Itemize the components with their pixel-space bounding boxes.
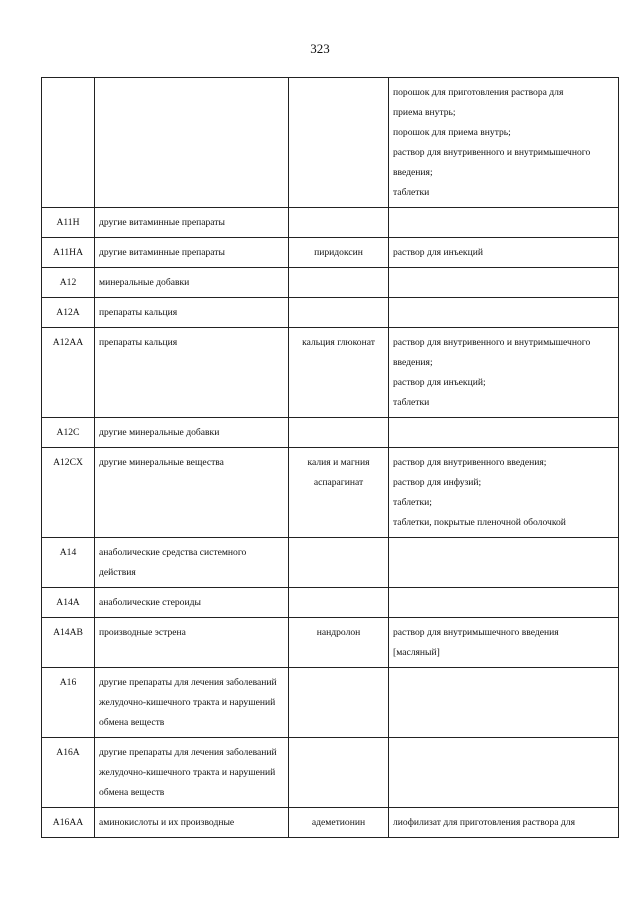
atc-code-cell: A12AA [42, 328, 95, 418]
dosage-forms-cell [389, 328, 619, 418]
dosage-forms-cell [389, 538, 619, 588]
group-name-cell: препараты кальция [95, 328, 289, 418]
drug-name-cell: калия и магния аспарагинат [289, 448, 389, 538]
dosage-forms-cell [389, 808, 619, 838]
atc-code-cell [42, 78, 95, 208]
drug-name-cell [289, 668, 389, 738]
table-row [42, 588, 619, 618]
atc-code-cell: A16A [42, 738, 95, 808]
drug-name-cell [289, 78, 389, 208]
dosage-forms-cell [389, 298, 619, 328]
atc-code-cell: A11H [42, 208, 95, 238]
dosage-forms-cell [389, 208, 619, 238]
drug-name-cell [289, 298, 389, 328]
drug-name-cell: кальция глюконат [289, 328, 389, 418]
dosage-form-line: раствор для инъекций; [393, 377, 486, 388]
dosage-forms-cell [389, 618, 619, 668]
dosage-forms-cell [389, 418, 619, 448]
table-row [42, 538, 619, 588]
atc-code-cell: A12A [42, 298, 95, 328]
drug-name-cell [289, 588, 389, 618]
drug-name-cell [289, 268, 389, 298]
dosage-form-line: введения; [393, 357, 433, 368]
drug-name-cell [289, 738, 389, 808]
atc-code-cell: A12C [42, 418, 95, 448]
dosage-form-line: [масляный] [393, 647, 440, 658]
atc-code-cell: A11HA [42, 238, 95, 268]
dosage-form-line: приема внутрь; [393, 107, 456, 118]
dosage-forms-cell [389, 448, 619, 538]
table-row [42, 618, 619, 668]
group-name-cell: другие минеральные добавки [95, 418, 289, 448]
drug-name-cell [289, 418, 389, 448]
table-row [42, 298, 619, 328]
table-row [42, 78, 619, 208]
dosage-forms-cell [389, 738, 619, 808]
dosage-form-line: порошок для приема внутрь; [393, 127, 511, 138]
dosage-forms-cell [389, 668, 619, 738]
table-row [42, 808, 619, 838]
atc-code-cell: A14 [42, 538, 95, 588]
group-name-cell: анаболические средства системного действия [95, 538, 289, 588]
group-name-cell: минеральные добавки [95, 268, 289, 298]
group-name-cell: другие препараты для лечения заболеваний желудочно-кишечного тракта и нарушений обмена веществ [95, 668, 289, 738]
dosage-form-line: раствор для внутривенного и внутримышечного [393, 337, 591, 348]
table-row [42, 668, 619, 738]
dosage-form-line: раствор для внутривенного введения; [393, 457, 547, 468]
page-number: 323 [310, 41, 330, 56]
table-row [42, 238, 619, 268]
group-name-cell: препараты кальция [95, 298, 289, 328]
drug-name-cell: нандролон [289, 618, 389, 668]
dosage-form-line: введения; [393, 167, 433, 178]
group-name-cell: другие препараты для лечения заболеваний желудочно-кишечного тракта и нарушений обмена веществ [95, 738, 289, 808]
drug-name-cell [289, 208, 389, 238]
group-name-cell [95, 78, 289, 208]
table-row [42, 738, 619, 808]
dosage-form-line: таблетки, покрытые пленочной оболочкой [393, 517, 566, 528]
dosage-forms-cell [389, 268, 619, 298]
atc-code-cell: A14AB [42, 618, 95, 668]
drug-name-cell: пиридоксин [289, 238, 389, 268]
atc-code-cell: A12 [42, 268, 95, 298]
dosage-form-line: порошок для приготовления раствора для [393, 87, 564, 98]
drug-name-cell [289, 538, 389, 588]
table-row [42, 208, 619, 238]
atc-code-cell: A12CX [42, 448, 95, 538]
drug-table-body [42, 78, 619, 838]
dosage-forms-cell [389, 78, 619, 208]
dosage-form-line: лиофилизат для приготовления раствора для [393, 817, 575, 828]
drug-name-cell: адеметионин [289, 808, 389, 838]
dosage-form-line: таблетки; [393, 497, 432, 508]
dosage-forms-cell [389, 238, 619, 268]
group-name-cell: другие минеральные вещества [95, 448, 289, 538]
drug-table [41, 77, 619, 838]
table-row [42, 328, 619, 418]
group-name-cell: другие витаминные препараты [95, 208, 289, 238]
group-name-cell: анаболические стероиды [95, 588, 289, 618]
dosage-form-line: раствор для инфузий; [393, 477, 482, 488]
dosage-form-line: раствор для внутримышечного введения [393, 627, 559, 638]
dosage-form-line: таблетки [393, 397, 430, 408]
atc-code-cell: A16AA [42, 808, 95, 838]
group-name-cell: производные эстрена [95, 618, 289, 668]
dosage-form-line: раствор для внутривенного и внутримышечного [393, 147, 591, 158]
dosage-form-line: таблетки [393, 187, 430, 198]
table-row [42, 268, 619, 298]
atc-code-cell: A16 [42, 668, 95, 738]
table-row [42, 448, 619, 538]
atc-code-cell: A14A [42, 588, 95, 618]
group-name-cell: другие витаминные препараты [95, 238, 289, 268]
dosage-forms-cell [389, 588, 619, 618]
dosage-form-line: раствор для инъекций [393, 247, 483, 258]
group-name-cell: аминокислоты и их производные [95, 808, 289, 838]
table-row [42, 418, 619, 448]
